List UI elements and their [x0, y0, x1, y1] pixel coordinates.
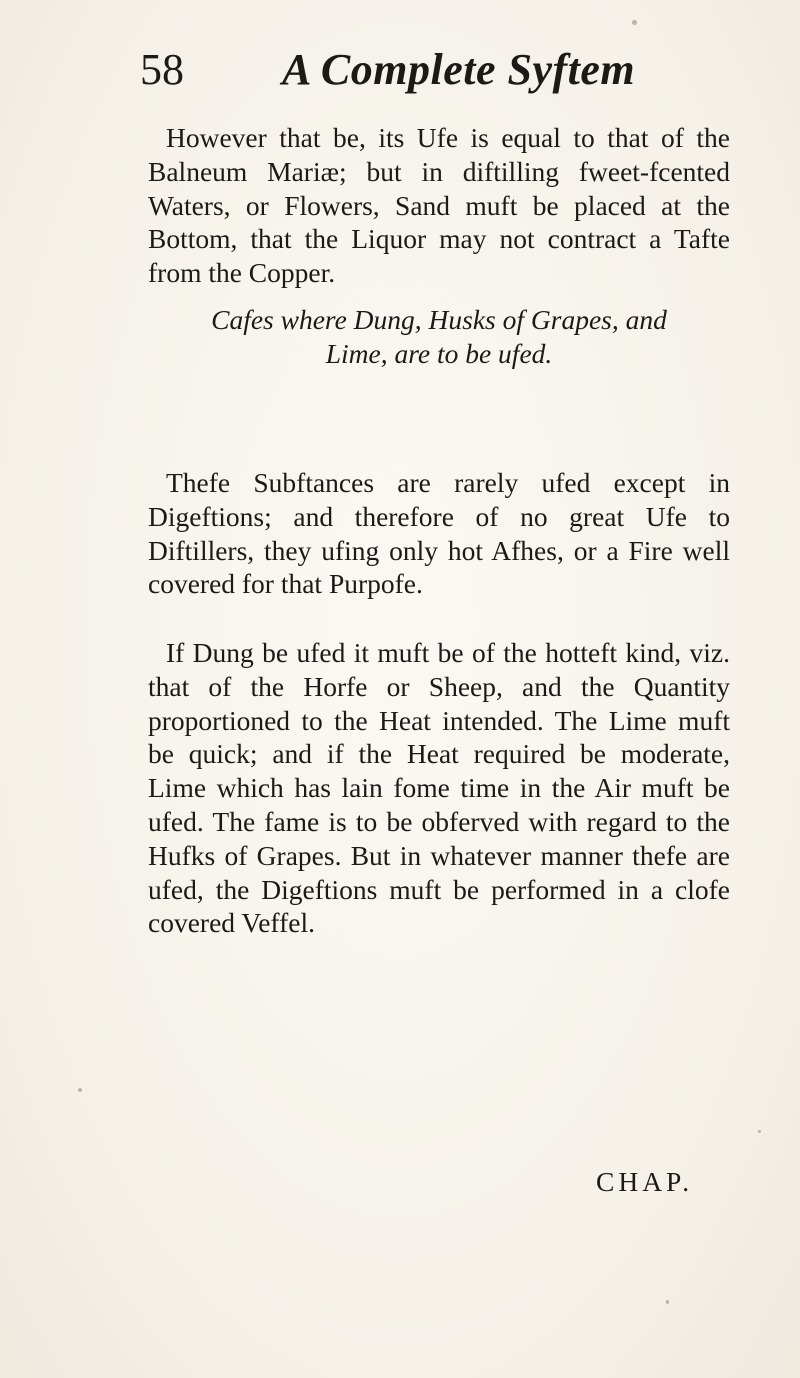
section-heading [148, 303, 730, 371]
paper-speck [632, 20, 637, 25]
paper-speck [666, 1300, 669, 1304]
page-number: 58 [140, 45, 184, 94]
running-head [140, 40, 660, 100]
section-heading-line-2: Lime, are to be ufed. [325, 338, 553, 369]
section-heading-line-1: Cafes where Dung, Husks of Grapes, and [211, 304, 667, 335]
catchword: CHAP. [596, 1166, 694, 1197]
paragraph-dung: If Dung be ufed it muft be of the hotteft kind, viz. that of the Horfe or Sheep, and the Quantity proportioned to the Heat intended. The Lime muft be quick; and if the Heat required be moderate, Lime which has lain fome time in the Air muft be ufed. The fame is to be obferved with regard to the Hufks of Grapes. But in whatever manner thefe are ufed, the Digeftions muft be performed in a clofe covered Veffel. [148, 637, 730, 939]
running-title: A Complete Syftem [282, 45, 636, 94]
paragraph-substances: Thefe Subftances are rarely ufed except in Digeftions; and therefore of no great Ufe to Diftillers, they ufing only hot Afhes, or a Fire well covered for that Purpofe. [148, 467, 730, 600]
paragraph-balneum: However that be, its Ufe is equal to that of the Balneum Mariæ; but in diftilling fweet-fcented Waters, or Flowers, Sand muft be placed at the Bottom, that the Liquor may not contract a Tafte from the Copper. [148, 122, 730, 289]
paper-speck [758, 1130, 761, 1133]
paper-speck [78, 1088, 82, 1092]
